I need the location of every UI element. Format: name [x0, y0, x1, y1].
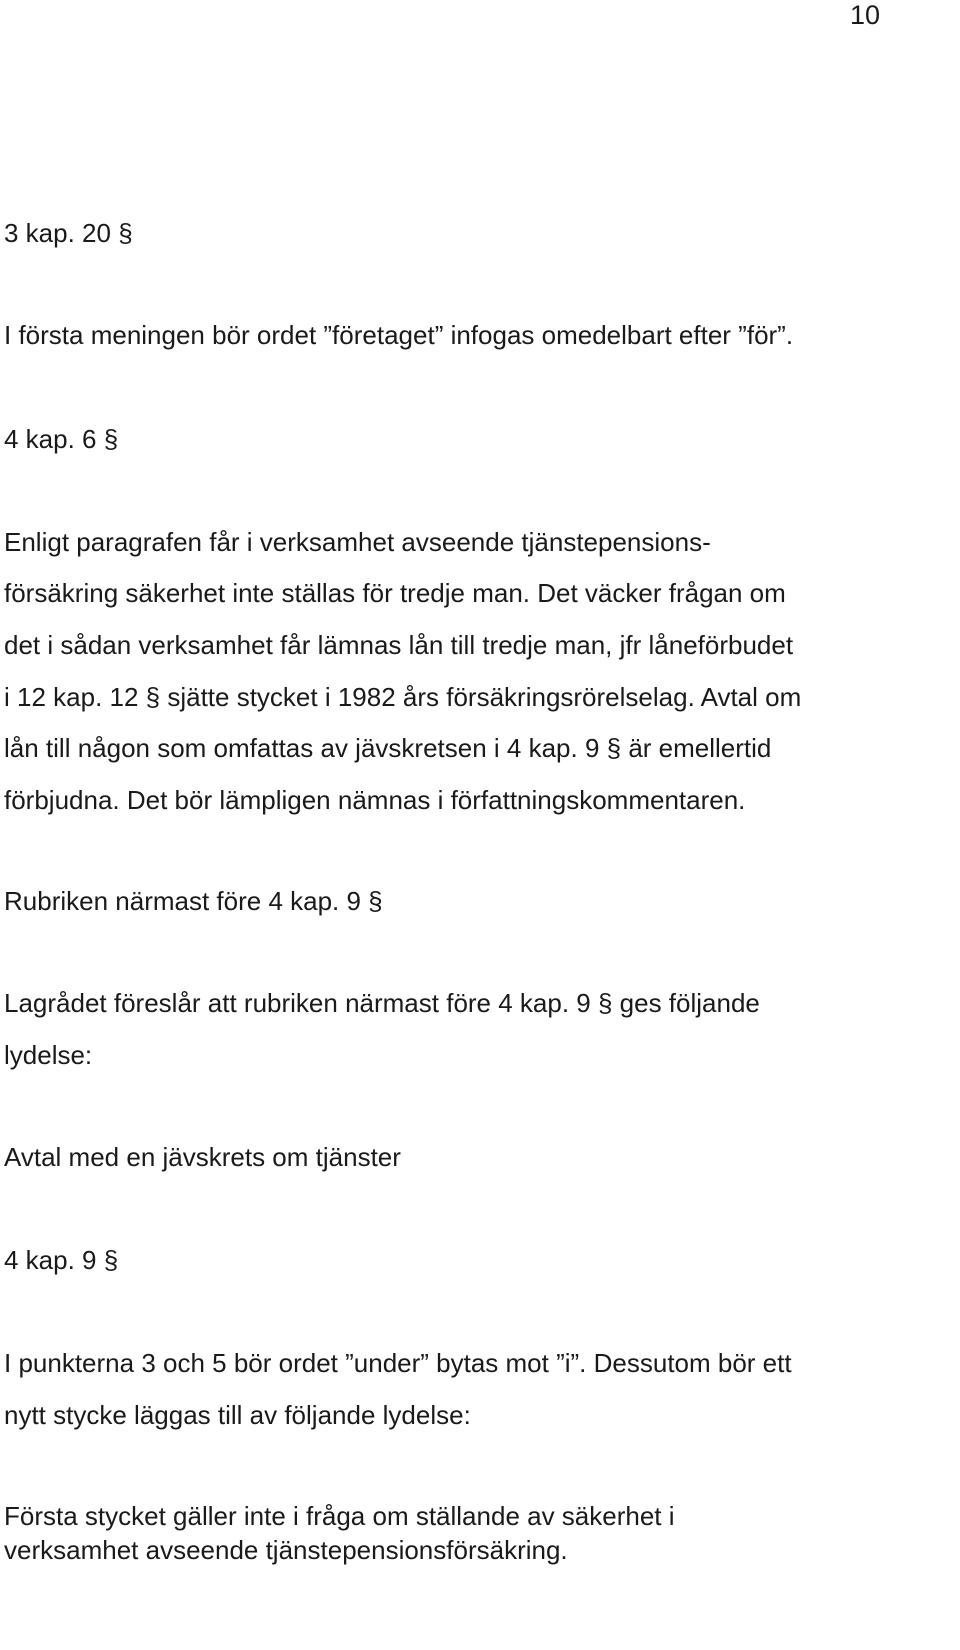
paragraph-4-line: I punkterna 3 och 5 bör ordet ”under” bytas mot ”i”. Dessutom bör ett [4, 1348, 792, 1378]
paragraph-5-line: Första stycket gäller inte i fråga om ställande av säkerhet i [4, 1501, 675, 1531]
page-number: 10 [849, 0, 880, 30]
section-heading-4-kap-9: 4 kap. 9 § [4, 1245, 119, 1275]
paragraph-1-line-1: I första meningen bör ordet ”företaget” infogas omedelbart efter ”för”. [4, 320, 794, 350]
proposed-heading: Avtal med en jävskrets om tjänster [4, 1142, 401, 1172]
section-heading-rubriken: Rubriken närmast före 4 kap. 9 § [4, 886, 383, 916]
paragraph-2-line: försäkring säkerhet inte ställas för tredje man. Det väcker frågan om [4, 578, 786, 608]
section-heading-3-kap-20: 3 kap. 20 § [4, 218, 133, 248]
paragraph-2-line: Enligt paragrafen får i verksamhet avseende tjänstepensions- [4, 527, 711, 557]
paragraph-4-line: nytt stycke läggas till av följande lydelse: [4, 1400, 471, 1430]
paragraph-3-line: Lagrådet föreslår att rubriken närmast före 4 kap. 9 § ges följande [4, 988, 760, 1018]
section-heading-4-kap-6: 4 kap. 6 § [4, 424, 119, 454]
paragraph-2-line: i 12 kap. 12 § sjätte stycket i 1982 års försäkringsrörelselag. Avtal om [4, 682, 802, 712]
paragraph-2-line: det i sådan verksamhet får lämnas lån till tredje man, jfr låneförbudet [4, 630, 794, 660]
paragraph-2-line: lån till någon som omfattas av jävskretsen i 4 kap. 9 § är emellertid [4, 733, 772, 763]
paragraph-3-line: lydelse: [4, 1040, 93, 1070]
paragraph-5-line: verksamhet avseende tjänstepensionsförsäkring. [4, 1535, 568, 1565]
paragraph-2-line: förbjudna. Det bör lämpligen nämnas i författningskommentaren. [4, 785, 746, 815]
